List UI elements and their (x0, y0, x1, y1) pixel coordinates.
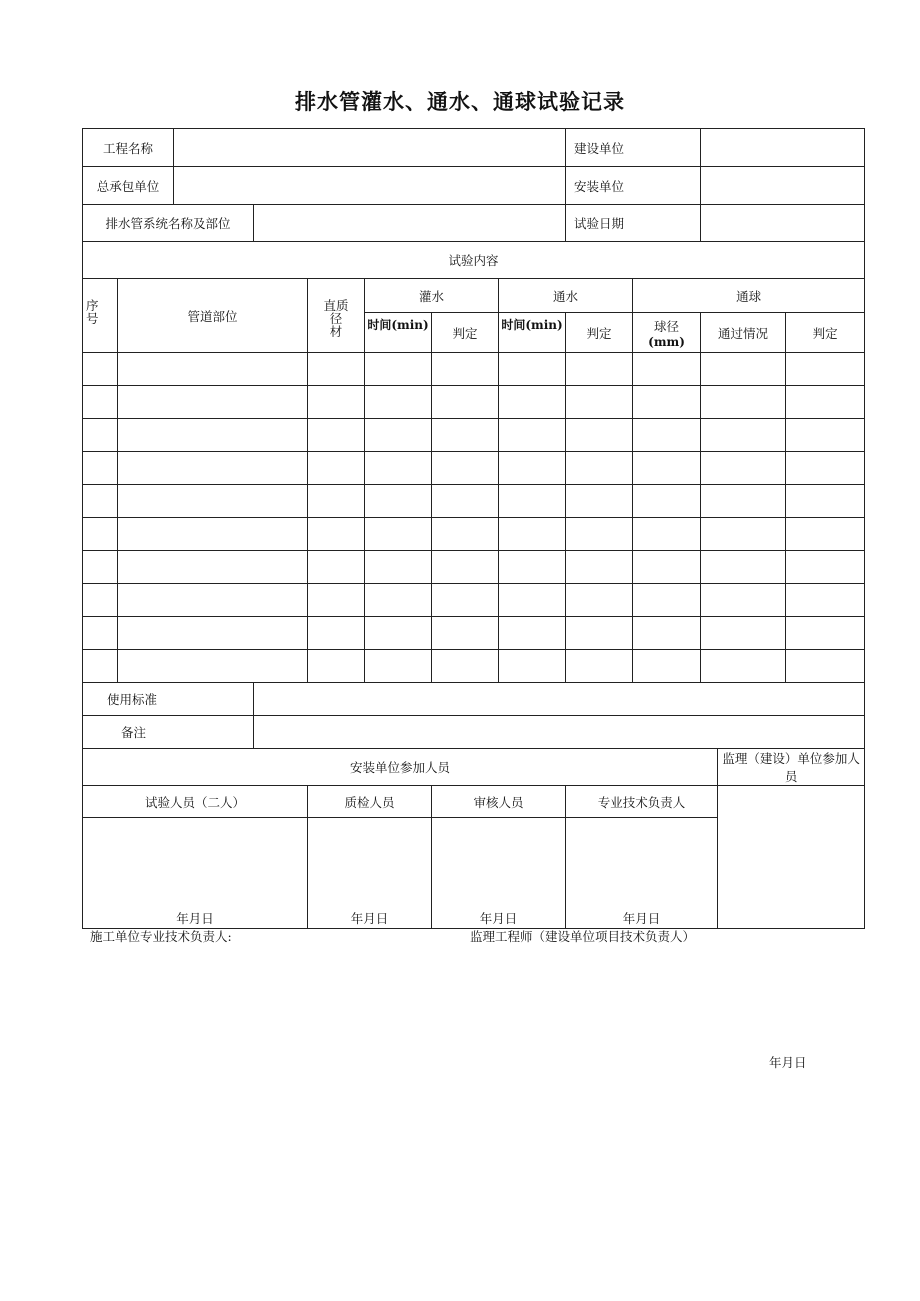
diameter-cell[interactable] (308, 353, 365, 386)
seq-cell[interactable] (83, 353, 118, 386)
pipe-location-cell[interactable] (118, 518, 308, 551)
footer-date: 年月日 (769, 1055, 807, 1070)
ball-diameter-cell[interactable] (633, 419, 701, 452)
pass-water-header: 通水 (499, 279, 633, 313)
reviewer-sign-date: 年月日 (479, 911, 518, 926)
fill-judge-cell[interactable] (432, 551, 499, 584)
table-row (83, 617, 865, 650)
pass-judge-cell[interactable] (566, 518, 633, 551)
pass-status-cell[interactable] (701, 386, 786, 419)
ball-diameter-header (633, 313, 701, 353)
ball-diameter-cell[interactable] (633, 551, 701, 584)
page-title: 排水管灌水、通水、通球试验记录 (295, 90, 625, 114)
footer-construction-lead: 施工单位专业技术负责人: (90, 929, 232, 944)
diameter-cell[interactable] (308, 485, 365, 518)
diameter-cell[interactable] (308, 518, 365, 551)
pass-judge-cell[interactable] (566, 452, 633, 485)
fill-judge-cell[interactable] (432, 617, 499, 650)
table-row (83, 353, 865, 386)
system-name-label: 排水管系统名称及部位 (83, 205, 254, 242)
pass-status-cell[interactable] (701, 485, 786, 518)
pass-judge-cell[interactable] (566, 551, 633, 584)
test-content-heading: 试验内容 (83, 242, 865, 279)
diameter-cell[interactable] (308, 584, 365, 617)
pipe-location-cell[interactable] (118, 353, 308, 386)
ball-judge-cell[interactable] (786, 650, 865, 683)
fill-time-cell[interactable] (365, 419, 432, 452)
pass-judge-cell[interactable] (566, 485, 633, 518)
ball-diameter-cell[interactable] (633, 353, 701, 386)
pass-status-cell[interactable] (701, 353, 786, 386)
table-row (83, 551, 865, 584)
fill-time-cell[interactable] (365, 518, 432, 551)
diameter-header-line1: 直质 (323, 298, 349, 313)
ball-judge-cell[interactable] (786, 518, 865, 551)
fill-judge-cell[interactable] (432, 485, 499, 518)
pass-time-cell[interactable] (499, 452, 566, 485)
ball-judge-cell[interactable] (786, 485, 865, 518)
ball-judge-cell[interactable] (786, 584, 865, 617)
pass-time-cell[interactable] (499, 353, 566, 386)
construction-unit-label: 建设单位 (566, 129, 701, 167)
seq-cell[interactable] (83, 386, 118, 419)
pass-time-cell[interactable] (499, 650, 566, 683)
pass-status-header: 通过情况 (701, 313, 786, 353)
fill-judge-cell[interactable] (432, 650, 499, 683)
general-contractor-field[interactable] (174, 167, 566, 205)
seq-cell[interactable] (83, 650, 118, 683)
diameter-cell[interactable] (308, 419, 365, 452)
fill-time-cell[interactable] (365, 650, 432, 683)
pass-judge-cell[interactable] (566, 353, 633, 386)
ball-judge-header: 判定 (786, 313, 865, 353)
ball-diameter-cell[interactable] (633, 584, 701, 617)
pass-status-cell[interactable] (701, 419, 786, 452)
pass-status-cell[interactable] (701, 650, 786, 683)
ball-judge-cell[interactable] (786, 386, 865, 419)
diameter-material-header (308, 279, 365, 353)
pass-ball-header: 通球 (633, 279, 865, 313)
quality-sign-date: 年月日 (350, 911, 389, 926)
pass-status-cell[interactable] (701, 452, 786, 485)
ball-judge-cell[interactable] (786, 452, 865, 485)
fill-judge-cell[interactable] (432, 353, 499, 386)
pass-judge-cell[interactable] (566, 584, 633, 617)
install-participants-heading: 安装单位参加人员 (83, 749, 718, 786)
reviewer-role-label: 审核人员 (432, 786, 566, 818)
seq-cell[interactable] (83, 518, 118, 551)
pipe-location-cell[interactable] (118, 452, 308, 485)
pass-time-cell[interactable] (499, 386, 566, 419)
pass-judge-cell[interactable] (566, 419, 633, 452)
tester-sign-date: 年月日 (176, 911, 214, 926)
construction-unit-field[interactable] (701, 129, 865, 167)
fill-time-header: 时间(min) (365, 313, 432, 353)
ball-diameter-cell[interactable] (633, 650, 701, 683)
table-row (83, 386, 865, 419)
install-unit-label: 安装单位 (566, 167, 701, 205)
seq-cell[interactable] (83, 551, 118, 584)
pass-time-cell[interactable] (499, 485, 566, 518)
fill-time-cell[interactable] (365, 353, 432, 386)
fill-judge-cell[interactable] (432, 452, 499, 485)
diameter-cell[interactable] (308, 617, 365, 650)
tester-role-label: 试验人员（二人） (83, 786, 308, 818)
ball-diameter-cell[interactable] (633, 452, 701, 485)
ball-diameter-cell[interactable] (633, 485, 701, 518)
seq-cell[interactable] (83, 617, 118, 650)
supervisor-participants-heading: 监理（建设）单位参加人员 (718, 749, 865, 786)
fill-judge-header: 判定 (432, 313, 499, 353)
pass-judge-cell[interactable] (566, 617, 633, 650)
pass-time-cell[interactable] (499, 551, 566, 584)
seq-cell[interactable] (83, 452, 118, 485)
table-row (83, 518, 865, 551)
reviewer-sign-cell[interactable] (432, 818, 566, 929)
ball-judge-cell[interactable] (786, 419, 865, 452)
pipe-location-cell[interactable] (118, 485, 308, 518)
seq-header-line1: 序 (86, 298, 99, 313)
fill-judge-cell[interactable] (432, 584, 499, 617)
fill-water-header: 灌水 (365, 279, 499, 313)
ball-diameter-cell[interactable] (633, 617, 701, 650)
use-standard-label: 使用标准 (83, 683, 254, 716)
pass-status-cell[interactable] (701, 617, 786, 650)
table-row (83, 419, 865, 452)
table-row (83, 584, 865, 617)
tester-sign-cell[interactable] (83, 818, 308, 929)
fill-time-cell[interactable] (365, 617, 432, 650)
test-date-label: 试验日期 (566, 205, 701, 242)
project-name-field[interactable] (174, 129, 566, 167)
general-contractor-label: 总承包单位 (83, 167, 174, 205)
use-standard-field[interactable] (254, 683, 865, 716)
pipe-location-cell[interactable] (118, 617, 308, 650)
supervisor-sign-area[interactable] (718, 786, 865, 929)
diameter-header-line2: 径 (329, 311, 343, 326)
pipe-location-cell[interactable] (118, 386, 308, 419)
pass-time-cell[interactable] (499, 584, 566, 617)
pipe-location-cell[interactable] (118, 551, 308, 584)
seq-header (83, 279, 118, 353)
pass-status-cell[interactable] (701, 551, 786, 584)
diameter-cell[interactable] (308, 551, 365, 584)
diameter-header-line3: 材 (329, 324, 343, 339)
tech-lead-role-label: 专业技术负责人 (566, 786, 718, 818)
pass-time-cell[interactable] (499, 518, 566, 551)
pipe-location-cell[interactable] (118, 419, 308, 452)
pipe-location-cell[interactable] (118, 584, 308, 617)
remarks-label: 备注 (83, 716, 254, 749)
test-date-field[interactable] (701, 205, 865, 242)
ball-judge-cell[interactable] (786, 617, 865, 650)
ball-diameter-cell[interactable] (633, 518, 701, 551)
fill-judge-cell[interactable] (432, 419, 499, 452)
fill-time-cell[interactable] (365, 485, 432, 518)
diameter-cell[interactable] (308, 386, 365, 419)
system-name-field[interactable] (254, 205, 566, 242)
install-unit-field[interactable] (701, 167, 865, 205)
seq-cell[interactable] (83, 419, 118, 452)
project-name-label: 工程名称 (83, 129, 174, 167)
pass-status-cell[interactable] (701, 584, 786, 617)
quality-sign-cell[interactable] (308, 818, 432, 929)
tech-lead-sign-cell[interactable] (566, 818, 718, 929)
tech-lead-sign-date: 年月日 (622, 911, 661, 926)
pass-judge-cell[interactable] (566, 650, 633, 683)
table-row (83, 485, 865, 518)
seq-cell[interactable] (83, 485, 118, 518)
pass-time-header: 时间(min) (499, 313, 566, 353)
fill-time-cell[interactable] (365, 584, 432, 617)
fill-time-cell[interactable] (365, 386, 432, 419)
pass-status-cell[interactable] (701, 518, 786, 551)
ball-diameter-line2: (mm) (648, 334, 685, 349)
fill-judge-cell[interactable] (432, 518, 499, 551)
remarks-field[interactable] (254, 716, 865, 749)
ball-judge-cell[interactable] (786, 551, 865, 584)
pass-judge-header: 判定 (566, 313, 633, 353)
pass-judge-cell[interactable] (566, 386, 633, 419)
fill-judge-cell[interactable] (432, 386, 499, 419)
diameter-cell[interactable] (308, 452, 365, 485)
fill-time-cell[interactable] (365, 551, 432, 584)
ball-diameter-line1: 球径 (654, 318, 680, 334)
ball-judge-cell[interactable] (786, 353, 865, 386)
pipe-location-header: 管道部位 (118, 279, 308, 353)
seq-header-line2: 号 (86, 311, 99, 326)
table-row (83, 650, 865, 683)
footer-supervisor-engineer: 监理工程师（建设单位项目技术负责人） (470, 929, 696, 944)
pass-time-cell[interactable] (499, 617, 566, 650)
table-row (83, 452, 865, 485)
ball-diameter-cell[interactable] (633, 386, 701, 419)
seq-cell[interactable] (83, 584, 118, 617)
diameter-cell[interactable] (308, 650, 365, 683)
record-form (82, 128, 865, 929)
fill-time-cell[interactable] (365, 452, 432, 485)
pipe-location-cell[interactable] (118, 650, 308, 683)
quality-role-label: 质检人员 (308, 786, 432, 818)
pass-time-cell[interactable] (499, 419, 566, 452)
